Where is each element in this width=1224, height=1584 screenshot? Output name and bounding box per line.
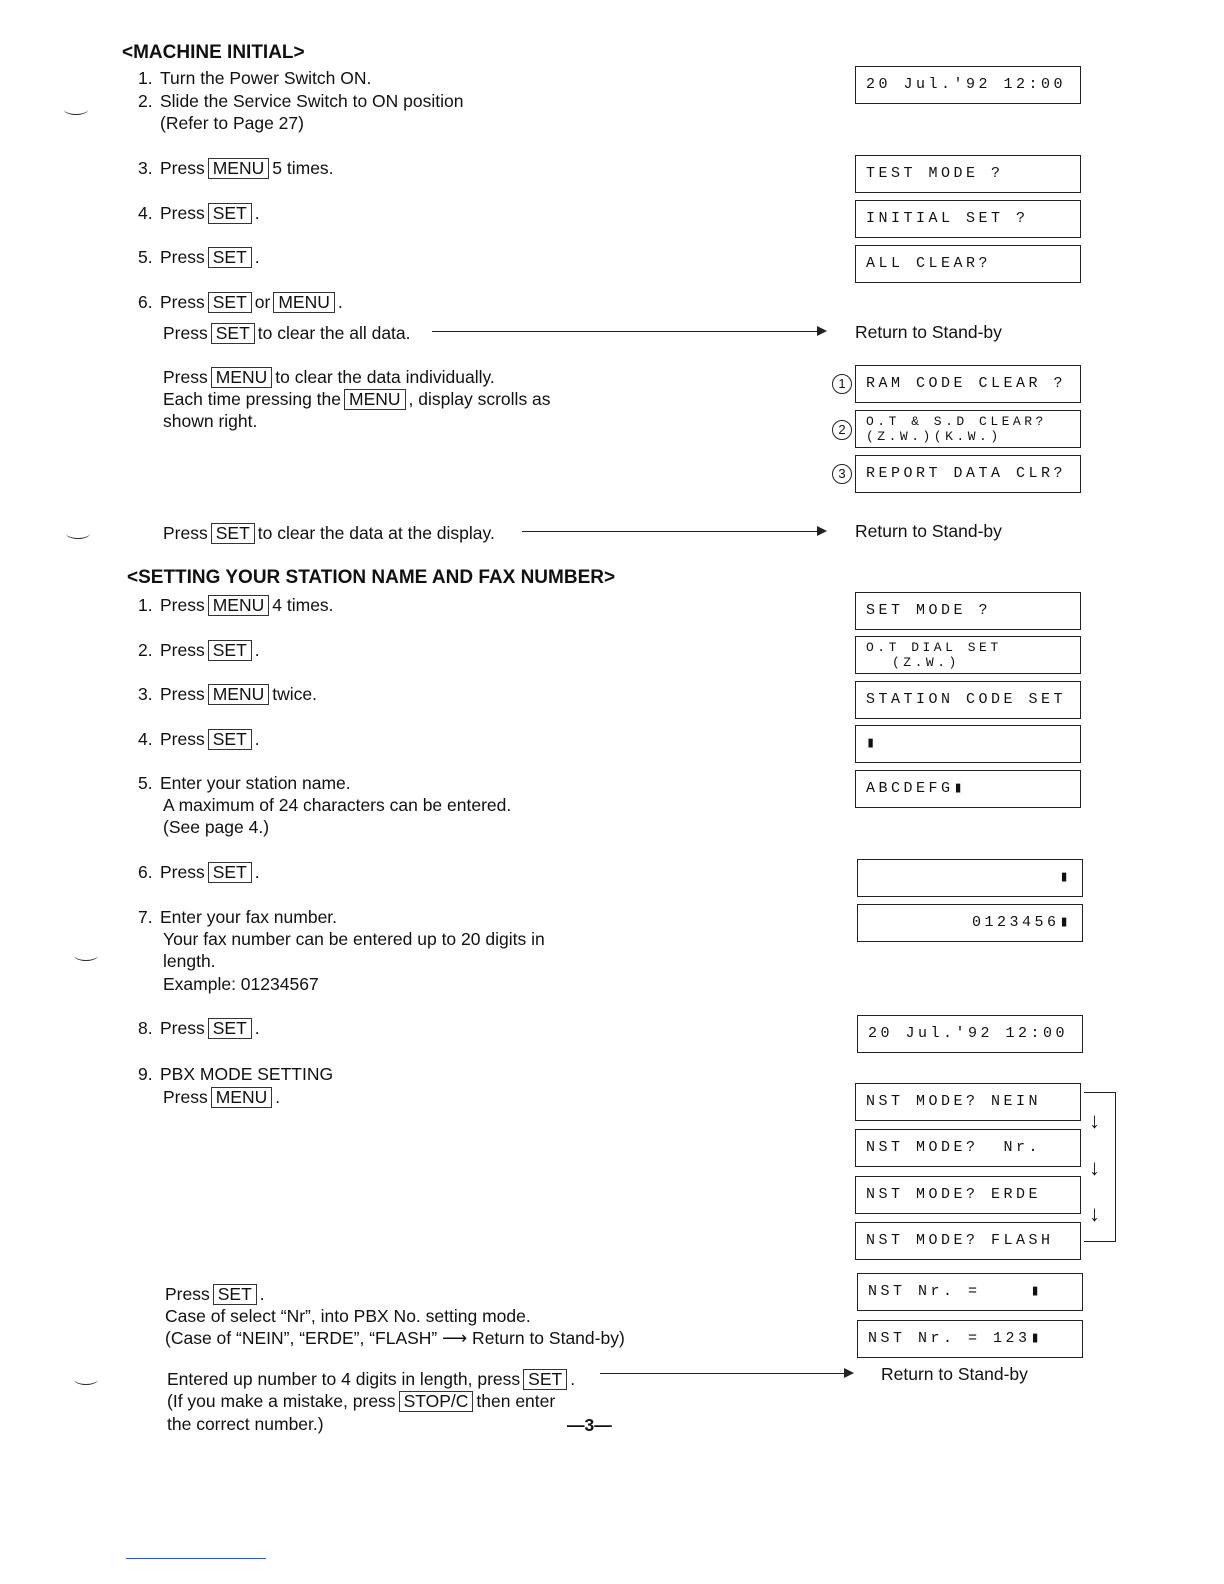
pbx-enter-line-2: (If you make a mistake, press STOP/C then enter	[167, 1391, 556, 1411]
individual-line-3: shown right.	[163, 411, 258, 431]
menu-key: MENU	[211, 367, 273, 388]
set-key: SET	[211, 323, 255, 344]
pbx-set-line-1: Press SET .	[165, 1284, 265, 1304]
section-title-station-name: <SETTING YOUR STATION NAME AND FAX NUMBER>	[127, 567, 616, 588]
s2-step-4: 4. Press SET .	[138, 729, 260, 749]
section-title-machine-initial: <MACHINE INITIAL>	[122, 42, 305, 63]
menu-key: MENU	[208, 595, 270, 616]
set-key: SET	[208, 292, 252, 313]
arrow-head	[817, 326, 827, 336]
clear-all-instruction: Press SET to clear the all data.	[163, 323, 411, 343]
lcd-display-fax-number: 0123456▮	[857, 904, 1083, 942]
step-3: 3. Press MENU 5 times.	[138, 158, 334, 178]
lcd-display-ram-code-clear: RAM CODE CLEAR ?	[855, 365, 1081, 403]
step-1: 1. Turn the Power Switch ON.	[138, 68, 372, 88]
arrow-line	[600, 1373, 844, 1374]
pbx-enter-line-1: Entered up number to 4 digits in length, press SET .	[167, 1369, 576, 1389]
lcd-display-date-2: 20 Jul.'92 12:00	[857, 1015, 1083, 1053]
lcd-display-nst-flash: NST MODE? FLASH	[855, 1222, 1081, 1260]
return-standby-1: Return to Stand-by	[855, 322, 1002, 342]
lcd-display-cursor: ▮	[855, 725, 1081, 763]
circle-number-2: 2	[832, 420, 852, 440]
return-standby-3: Return to Stand-by	[881, 1364, 1028, 1384]
set-key: SET	[208, 203, 252, 224]
step-2: 2. Slide the Service Switch to ON position	[138, 91, 464, 111]
step-4: 4. Press SET .	[138, 203, 260, 223]
set-key: SET	[208, 247, 252, 268]
s2-step-9: 9. PBX MODE SETTING	[138, 1064, 334, 1084]
down-arrow-icon: ↓	[1089, 1201, 1100, 1226]
down-arrow-icon: ↓	[1089, 1108, 1100, 1133]
lcd-display-initial-set: INITIAL SET ?	[855, 200, 1081, 238]
s2-step-8: 8. Press SET .	[138, 1018, 260, 1038]
step-5: 5. Press SET .	[138, 247, 260, 267]
margin-mark	[66, 528, 90, 539]
s2-step-1: 1. Press MENU 4 times.	[138, 595, 334, 615]
step-6: 6. Press SET or MENU .	[138, 292, 343, 312]
pbx-set-line-3: (Case of “NEIN”, “ERDE”, “FLASH” ⟶ Return to Stand-by)	[165, 1328, 625, 1348]
set-key: SET	[208, 1018, 252, 1039]
set-key: SET	[213, 1284, 257, 1305]
s2-step-6: 6. Press SET .	[138, 862, 260, 882]
lcd-display-date: 20 Jul.'92 12:00	[855, 66, 1081, 104]
stop-c-key: STOP/C	[399, 1391, 474, 1412]
s2-step-7-line-3: length.	[163, 951, 216, 971]
lcd-display-report-data-clr: REPORT DATA CLR?	[855, 455, 1081, 493]
lcd-display-station-name: ABCDEFG▮	[855, 770, 1081, 808]
arrow-head	[817, 526, 827, 536]
arrow-head	[844, 1368, 854, 1378]
page-number: —3—	[567, 1415, 612, 1435]
lcd-display-test-mode: TEST MODE ?	[855, 155, 1081, 193]
set-key: SET	[208, 862, 252, 883]
set-key: SET	[208, 729, 252, 750]
lcd-display-nst-erde: NST MODE? ERDE	[855, 1176, 1081, 1214]
s2-step-3: 3. Press MENU twice.	[138, 684, 317, 704]
lcd-display-ot-dial-set: O.T DIAL SET (Z.W.)	[855, 636, 1081, 674]
menu-key: MENU	[211, 1087, 273, 1108]
menu-key: MENU	[208, 158, 270, 179]
down-arrow-icon: ↓	[1089, 1155, 1100, 1180]
pbx-enter-line-3: the correct number.)	[167, 1414, 324, 1434]
clear-display-instruction: Press SET to clear the data at the display.	[163, 523, 495, 543]
margin-mark	[74, 1374, 98, 1385]
footer-rule	[126, 1558, 266, 1559]
set-key: SET	[208, 640, 252, 661]
set-key: SET	[523, 1369, 567, 1390]
lcd-display-nst-nr: NST MODE? Nr.	[855, 1129, 1081, 1167]
set-key: SET	[211, 523, 255, 544]
lcd-display-fax-cursor: ▮	[857, 859, 1083, 897]
pbx-set-line-2: Case of select “Nr”, into PBX No. setting mode.	[165, 1306, 531, 1326]
s2-step-5-line-3: (See page 4.)	[163, 817, 270, 837]
s2-step-7-line-2: Your fax number can be entered up to 20 digits in	[163, 929, 545, 949]
lcd-display-set-mode: SET MODE ?	[855, 592, 1081, 630]
menu-key: MENU	[273, 292, 335, 313]
lcd-display-nst-nein: NST MODE? NEIN	[855, 1083, 1081, 1121]
arrow-line	[432, 331, 817, 332]
s2-step-7: 7. Enter your fax number.	[138, 907, 338, 927]
s2-step-9-press: Press MENU .	[163, 1087, 281, 1107]
s2-step-7-example: Example: 01234567	[163, 974, 319, 994]
lcd-display-nst-nr-value: NST Nr. = 123▮	[857, 1320, 1083, 1358]
arrow-line	[522, 531, 817, 532]
lcd-display-station-code-set: STATION CODE SET	[855, 681, 1081, 719]
margin-mark	[74, 950, 98, 961]
individual-line-1: Press MENU to clear the data individually.	[163, 367, 495, 387]
individual-line-2: Each time pressing the MENU , display scrolls as	[163, 389, 551, 409]
lcd-display-all-clear: ALL CLEAR?	[855, 245, 1081, 283]
menu-key: MENU	[344, 389, 406, 410]
lcd-display-nst-nr-entry: NST Nr. = ▮	[857, 1273, 1083, 1311]
return-standby-2: Return to Stand-by	[855, 521, 1002, 541]
circle-number-1: 1	[832, 374, 852, 394]
margin-mark	[64, 104, 88, 115]
menu-key: MENU	[208, 684, 270, 705]
s2-step-2: 2. Press SET .	[138, 640, 260, 660]
lcd-display-ot-sd-clear: O.T & S.D CLEAR? (Z.W.)(K.W.)	[855, 410, 1081, 448]
s2-step-5: 5. Enter your station name.	[138, 773, 351, 793]
circle-number-3: 3	[832, 464, 852, 484]
s2-step-5-line-2: A maximum of 24 characters can be entered.	[163, 795, 512, 815]
step-2-note: (Refer to Page 27)	[160, 113, 304, 133]
